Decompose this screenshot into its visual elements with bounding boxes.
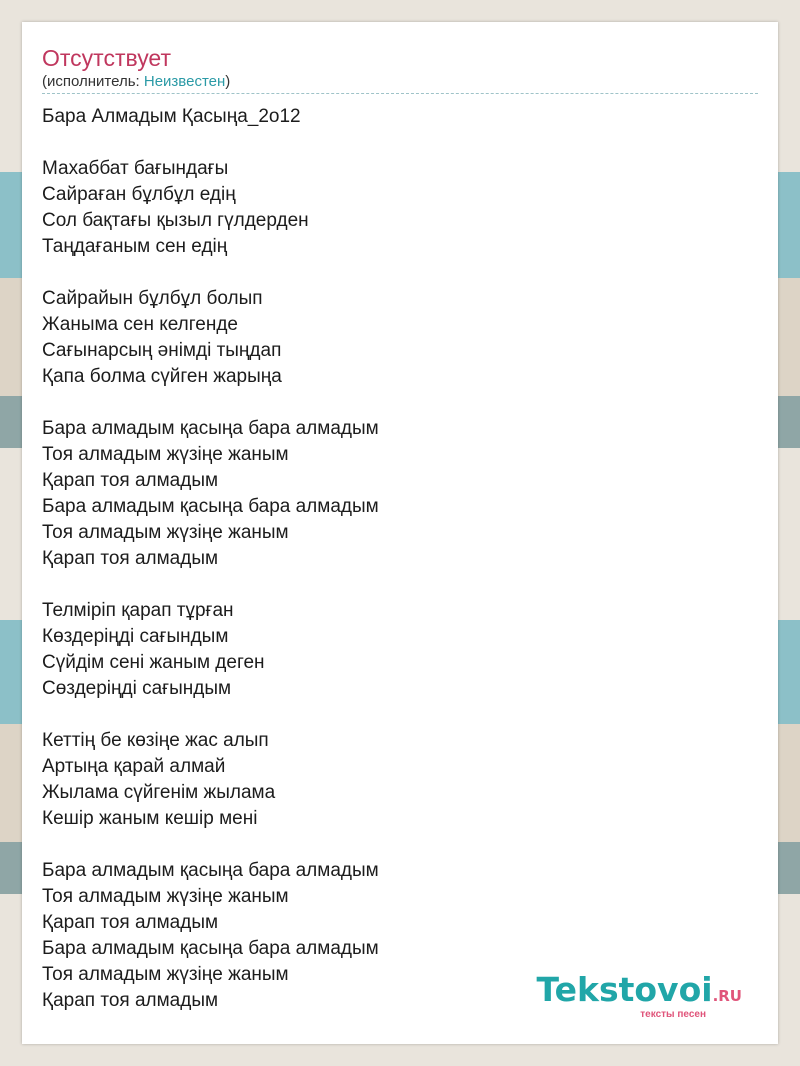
lyric-blank-line bbox=[42, 390, 379, 416]
lyric-line: Тоя алмадым жүзіңе жаным bbox=[42, 522, 289, 543]
lyric-line: Қарап тоя алмадым bbox=[42, 912, 219, 933]
lyrics-text bbox=[42, 104, 379, 1014]
artist-suffix: ) bbox=[225, 73, 231, 90]
logo-tagline: тексты песен bbox=[640, 1009, 706, 1020]
lyric-blank-line bbox=[42, 702, 379, 728]
lyric-line: Жылама сүйгенім жылама bbox=[42, 782, 276, 803]
logo-main-text: Tekstovoi bbox=[536, 970, 713, 1009]
lyric-line: Телміріп қарап тұрған bbox=[42, 600, 234, 621]
lyric-line: Сол бақтағы қызыл гүлдерден bbox=[42, 210, 309, 231]
lyric-line: Сөздеріңді сағындым bbox=[42, 678, 232, 699]
lyric-line: Кеттің бе көзіңе жас алып bbox=[42, 730, 269, 751]
lyric-line: Бара алмадым қасыңа бара алмадым bbox=[42, 496, 379, 517]
lyric-blank-line bbox=[42, 832, 379, 858]
logo-wordmark bbox=[536, 970, 742, 1013]
lyric-line: Махаббат бағындағы bbox=[42, 158, 229, 179]
lyric-line: Тоя алмадым жүзіңе жаным bbox=[42, 964, 289, 985]
site-logo[interactable] bbox=[536, 970, 742, 1020]
lyric-line: Сайраған бұлбұл едің bbox=[42, 184, 236, 205]
lyric-line: Сайрайын бұлбұл болып bbox=[42, 288, 263, 309]
lyric-line: Қапа болма сүйген жарыңа bbox=[42, 366, 282, 387]
lyric-blank-line bbox=[42, 130, 379, 156]
lyric-line: Қарап тоя алмадым bbox=[42, 470, 219, 491]
lyric-blank-line bbox=[42, 260, 379, 286]
artist-prefix: (исполнитель: bbox=[42, 73, 144, 90]
lyric-line: Таңдағаным сен едің bbox=[42, 236, 228, 257]
lyric-line: Сүйдім сені жаным деген bbox=[42, 652, 265, 673]
lyric-line: Бара алмадым қасыңа бара алмадым bbox=[42, 418, 379, 439]
song-title: Отсутствует bbox=[42, 45, 171, 71]
logo-domain: .RU bbox=[712, 987, 742, 1005]
artist-link[interactable]: Неизвестен bbox=[143, 73, 226, 90]
lyric-line: Сағынарсың әнімді тыңдап bbox=[42, 340, 282, 361]
lyric-line: Қарап тоя алмадым bbox=[42, 548, 219, 569]
title-divider bbox=[42, 93, 758, 94]
lyric-line: Бара Алмадым Қасыңа_2о12 bbox=[42, 106, 301, 127]
lyric-line: Жаныма сен келгенде bbox=[42, 314, 238, 335]
lyric-line: Көздеріңді сағындым bbox=[42, 626, 229, 647]
lyrics-card bbox=[22, 22, 778, 1044]
artist-line bbox=[42, 73, 230, 91]
lyric-line: Қарап тоя алмадым bbox=[42, 990, 219, 1011]
lyric-line: Тоя алмадым жүзіңе жаным bbox=[42, 444, 289, 465]
lyric-blank-line bbox=[42, 572, 379, 598]
lyric-line: Бара алмадым қасыңа бара алмадым bbox=[42, 938, 379, 959]
lyric-line: Бара алмадым қасыңа бара алмадым bbox=[42, 860, 379, 881]
lyric-line: Артыңа қарай алмай bbox=[42, 756, 226, 777]
lyric-line: Тоя алмадым жүзіңе жаным bbox=[42, 886, 289, 907]
lyric-line: Кешір жаным кешір мені bbox=[42, 808, 258, 829]
